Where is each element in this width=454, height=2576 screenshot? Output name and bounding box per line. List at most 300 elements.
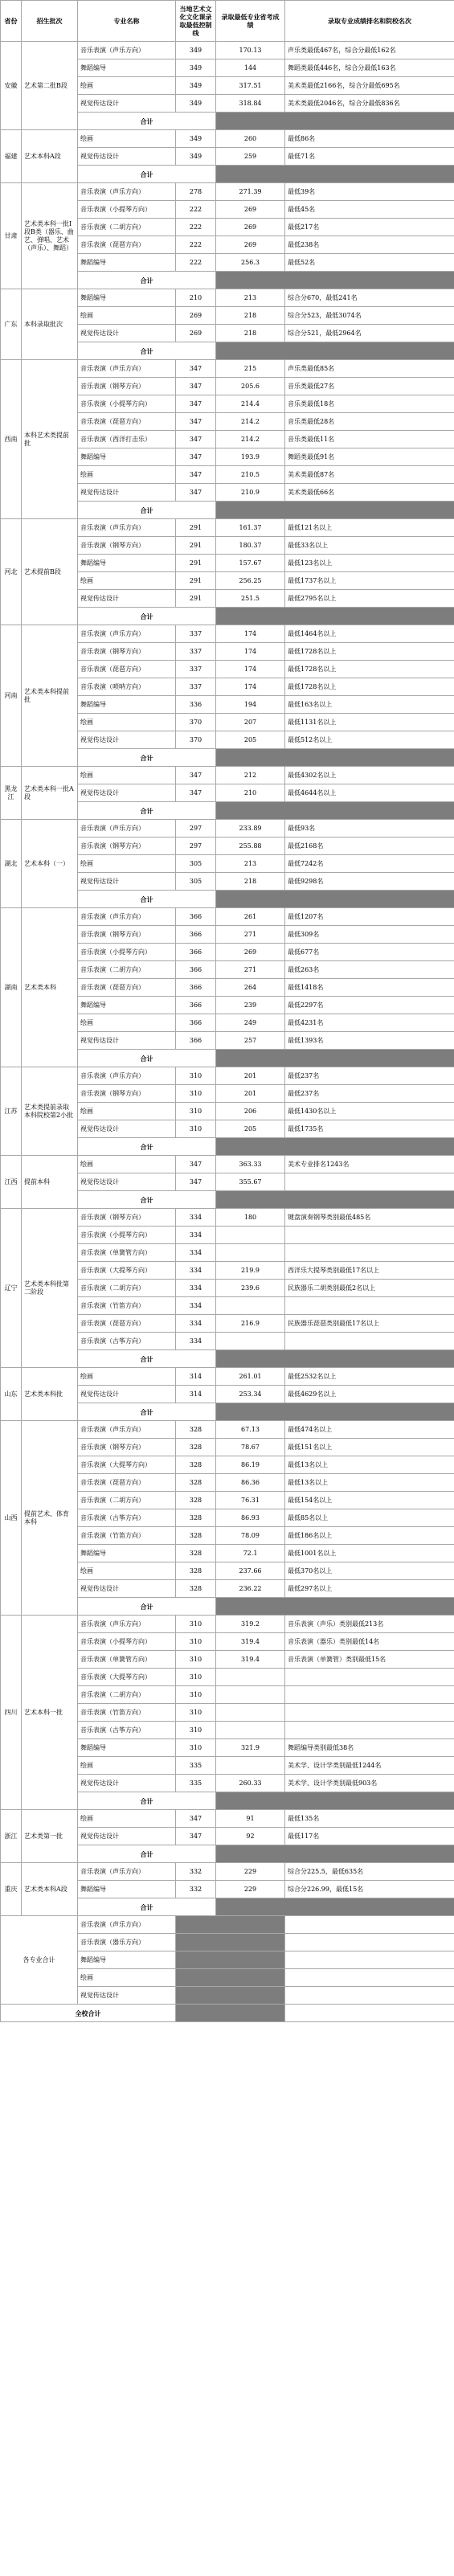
culture-line-cell: 366 [176, 979, 216, 997]
min-score-cell: 363.33 [216, 1156, 285, 1173]
batch-cell: 艺术类本科一批A段 [22, 767, 78, 820]
min-score-cell: 206 [216, 1103, 285, 1120]
summary-major-cell: 绘画 [78, 1969, 176, 1987]
note-cell: 最低370名以上 [285, 1562, 454, 1580]
note-cell [285, 1244, 454, 1262]
major-cell: 音乐表演（钢琴方向） [78, 1085, 176, 1103]
note-cell: 最低1001名以上 [285, 1545, 454, 1562]
culture-line-cell: 297 [176, 820, 216, 838]
major-cell: 音乐表演（古筝方向） [78, 1722, 176, 1739]
note-cell: 最低1728名以上 [285, 678, 454, 696]
min-score-cell [216, 1244, 285, 1262]
culture-line-cell: 328 [176, 1421, 216, 1439]
note-cell: 最低71名 [285, 148, 454, 166]
culture-line-cell: 334 [176, 1244, 216, 1262]
summary-label-cell: 各专业合计 [1, 1916, 78, 2005]
min-score-cell: 229 [216, 1881, 285, 1898]
min-score-cell [216, 1757, 285, 1775]
note-cell: 最低2532名以上 [285, 1368, 454, 1386]
table-row [1, 42, 454, 59]
min-score-cell [216, 1669, 285, 1686]
min-score-cell: 271 [216, 961, 285, 979]
culture-line-cell: 334 [176, 1280, 216, 1297]
major-cell: 音乐表演（小提琴方向） [78, 395, 176, 413]
note-cell: 舞蹈编导类别最低38名 [285, 1739, 454, 1757]
major-cell: 音乐表演（声乐方向） [78, 1067, 176, 1085]
note-cell: 综合分670，最低241名 [285, 289, 454, 307]
culture-line-cell: 366 [176, 926, 216, 944]
major-cell: 绘画 [78, 1562, 176, 1580]
summary-note-cell [285, 1987, 454, 2005]
culture-line-cell: 332 [176, 1863, 216, 1881]
note-cell: 最低186名以上 [285, 1527, 454, 1545]
min-score-cell: 76.31 [216, 1492, 285, 1509]
note-cell: 最低2168名 [285, 838, 454, 855]
note-cell: 最低237名 [285, 1085, 454, 1103]
header-major: 专业名称 [78, 1, 176, 42]
major-cell: 视觉传达设计 [78, 784, 176, 802]
major-cell: 绘画 [78, 130, 176, 148]
note-cell: 美术学、设计学类别最低903名 [285, 1775, 454, 1792]
batch-cell: 提前艺术、体育本科 [22, 1421, 78, 1616]
grand-total-note-cell [285, 2005, 454, 2022]
subtotal-label: 合计 [78, 1845, 216, 1863]
province-cell: 安徽 [1, 42, 22, 130]
min-score-cell: 239.6 [216, 1280, 285, 1297]
min-score-cell: 210.9 [216, 484, 285, 502]
note-cell: 民族器乐二胡类别最低2名以上 [285, 1280, 454, 1297]
note-cell: 音乐类最低11名 [285, 431, 454, 448]
min-score-cell: 215 [216, 360, 285, 378]
min-score-cell: 321.9 [216, 1739, 285, 1757]
major-cell: 视觉传达设计 [78, 1828, 176, 1845]
culture-line-cell: 337 [176, 643, 216, 661]
table-row [1, 1863, 454, 1881]
note-cell: 最低151名以上 [285, 1439, 454, 1456]
note-cell: 音乐类最低27名 [285, 378, 454, 395]
culture-line-cell: 334 [176, 1227, 216, 1244]
note-cell [285, 1722, 454, 1739]
summary-shaded-cell [176, 1987, 285, 2005]
major-cell: 舞蹈编导 [78, 1739, 176, 1757]
major-cell: 绘画 [78, 1810, 176, 1828]
major-cell: 音乐表演（声乐方向） [78, 1863, 176, 1881]
note-cell: 音乐表演（声乐）类别最低213名 [285, 1616, 454, 1633]
note-cell: 音乐表演（单簧管）类别最低15名 [285, 1651, 454, 1669]
province-cell: 江苏 [1, 1067, 22, 1156]
culture-line-cell: 222 [176, 219, 216, 236]
note-cell: 声乐类最低85名 [285, 360, 454, 378]
note-cell: 最低9298名 [285, 873, 454, 891]
subtotal-shaded-cell [216, 891, 454, 908]
header-batch: 招生批次 [22, 1, 78, 42]
min-score-cell: 214.2 [216, 413, 285, 431]
culture-line-cell: 349 [176, 77, 216, 95]
culture-line-cell: 291 [176, 590, 216, 608]
major-cell: 绘画 [78, 77, 176, 95]
note-cell: 美术类最低2046名，综合分最低836名 [285, 95, 454, 113]
note-cell: 最低163名以上 [285, 696, 454, 714]
note-cell: 最低33名以上 [285, 537, 454, 555]
subtotal-shaded-cell [216, 1138, 454, 1156]
culture-line-cell: 370 [176, 731, 216, 749]
major-cell: 音乐表演（竹笛方向） [78, 1297, 176, 1315]
major-cell: 舞蹈编导 [78, 289, 176, 307]
culture-line-cell: 291 [176, 555, 216, 572]
culture-line-cell: 334 [176, 1209, 216, 1227]
subtotal-label: 合计 [78, 1191, 216, 1209]
summary-shaded-cell [176, 1934, 285, 1951]
major-cell: 舞蹈编导 [78, 59, 176, 77]
table-row [1, 183, 454, 201]
note-cell: 美术类最低66名 [285, 484, 454, 502]
culture-line-cell: 336 [176, 696, 216, 714]
subtotal-shaded-cell [216, 1845, 454, 1863]
culture-line-cell: 349 [176, 42, 216, 59]
note-cell: 综合分521，最低2964名 [285, 325, 454, 342]
major-cell: 视觉传达设计 [78, 1775, 176, 1792]
min-score-cell: 216.9 [216, 1315, 285, 1333]
min-score-cell: 253.34 [216, 1386, 285, 1403]
min-score-cell: 205.6 [216, 378, 285, 395]
note-cell: 最低4644名以上 [285, 784, 454, 802]
major-cell: 绘画 [78, 1103, 176, 1120]
min-score-cell: 213 [216, 289, 285, 307]
batch-cell: 艺术第二批B段 [22, 42, 78, 130]
min-score-cell: 92 [216, 1828, 285, 1845]
culture-line-cell: 310 [176, 1651, 216, 1669]
batch-cell: 提前本科 [22, 1156, 78, 1209]
note-cell [285, 1686, 454, 1704]
min-score-cell: 259 [216, 148, 285, 166]
major-cell: 绘画 [78, 1757, 176, 1775]
min-score-cell: 201 [216, 1067, 285, 1085]
table-row [1, 908, 454, 926]
province-cell: 湖南 [1, 908, 22, 1067]
note-cell: 最低1728名以上 [285, 643, 454, 661]
major-cell: 音乐表演（琵琶方向） [78, 661, 176, 678]
note-cell: 最低4629名以上 [285, 1386, 454, 1403]
note-cell: 最低309名 [285, 926, 454, 944]
min-score-cell: 205 [216, 1120, 285, 1138]
min-score-cell: 271 [216, 926, 285, 944]
major-cell: 舞蹈编导 [78, 448, 176, 466]
major-cell: 音乐表演（声乐方向） [78, 908, 176, 926]
min-score-cell: 86.93 [216, 1509, 285, 1527]
culture-line-cell: 278 [176, 183, 216, 201]
subtotal-shaded-cell [216, 113, 454, 130]
min-score-cell: 260 [216, 130, 285, 148]
major-cell: 音乐表演（钢琴方向） [78, 926, 176, 944]
note-cell [285, 1173, 454, 1191]
note-cell: 舞蹈类最低446名，综合分最低163名 [285, 59, 454, 77]
note-cell: 最低2297名 [285, 997, 454, 1014]
major-cell: 音乐表演（声乐方向） [78, 519, 176, 537]
min-score-cell: 78.09 [216, 1527, 285, 1545]
culture-line-cell: 366 [176, 1032, 216, 1050]
batch-cell: 艺术类本科提前批 [22, 625, 78, 767]
major-cell: 音乐表演（声乐方向） [78, 1616, 176, 1633]
major-cell: 音乐表演（小提琴方向） [78, 1633, 176, 1651]
note-cell [285, 1333, 454, 1350]
major-cell: 音乐表演（琵琶方向） [78, 413, 176, 431]
culture-line-cell: 366 [176, 1014, 216, 1032]
table-row [1, 1616, 454, 1633]
major-cell: 绘画 [78, 855, 176, 873]
culture-line-cell: 222 [176, 201, 216, 219]
province-cell: 辽宁 [1, 1209, 22, 1368]
subtotal-shaded-cell [216, 272, 454, 289]
note-cell: 最低1430名以上 [285, 1103, 454, 1120]
province-cell: 福建 [1, 130, 22, 183]
province-cell: 浙江 [1, 1810, 22, 1863]
note-cell: 最低7242名 [285, 855, 454, 873]
major-cell: 音乐表演（竹笛方向） [78, 1704, 176, 1722]
min-score-cell: 201 [216, 1085, 285, 1103]
major-cell: 音乐表演（琵琶方向） [78, 236, 176, 254]
major-cell: 音乐表演（钢琴方向） [78, 838, 176, 855]
batch-cell: 艺术类本科批第二阶段 [22, 1209, 78, 1368]
province-cell: 湖北 [1, 820, 22, 908]
culture-line-cell: 297 [176, 838, 216, 855]
min-score-cell: 174 [216, 661, 285, 678]
subtotal-shaded-cell [216, 1050, 454, 1067]
culture-line-cell: 328 [176, 1545, 216, 1562]
major-cell: 绘画 [78, 307, 176, 325]
note-cell: 最低1735名 [285, 1120, 454, 1138]
min-score-cell: 174 [216, 625, 285, 643]
min-score-cell: 355.67 [216, 1173, 285, 1191]
min-score-cell [216, 1333, 285, 1350]
culture-line-cell: 347 [176, 448, 216, 466]
province-cell: 河北 [1, 519, 22, 625]
table-row [1, 1067, 454, 1085]
subtotal-shaded-cell [216, 502, 454, 519]
major-cell: 绘画 [78, 572, 176, 590]
subtotal-shaded-cell [216, 166, 454, 183]
culture-line-cell: 347 [176, 395, 216, 413]
min-score-cell: 256.25 [216, 572, 285, 590]
note-cell: 最低217名 [285, 219, 454, 236]
min-score-cell: 229 [216, 1863, 285, 1881]
culture-line-cell: 349 [176, 95, 216, 113]
min-score-cell: 161.37 [216, 519, 285, 537]
culture-line-cell: 291 [176, 572, 216, 590]
table-row [1, 1209, 454, 1227]
culture-line-cell: 328 [176, 1474, 216, 1492]
major-cell: 音乐表演（竹笛方向） [78, 1527, 176, 1545]
major-cell: 音乐表演（小提琴方向） [78, 944, 176, 961]
min-score-cell: 319.4 [216, 1633, 285, 1651]
summary-note-cell [285, 1969, 454, 1987]
summary-shaded-cell [176, 1969, 285, 1987]
min-score-cell: 218 [216, 873, 285, 891]
min-score-cell: 144 [216, 59, 285, 77]
min-score-cell: 67.13 [216, 1421, 285, 1439]
min-score-cell [216, 1704, 285, 1722]
table-row [1, 360, 454, 378]
note-cell: 最低512名以上 [285, 731, 454, 749]
min-score-cell: 269 [216, 236, 285, 254]
culture-line-cell: 305 [176, 855, 216, 873]
major-cell: 绘画 [78, 714, 176, 731]
major-cell: 舞蹈编导 [78, 555, 176, 572]
culture-line-cell: 347 [176, 784, 216, 802]
culture-line-cell: 337 [176, 678, 216, 696]
culture-line-cell: 310 [176, 1616, 216, 1633]
culture-line-cell: 366 [176, 908, 216, 926]
min-score-cell: 180 [216, 1209, 285, 1227]
summary-shaded-cell [176, 1916, 285, 1934]
note-cell: 最低4302名以上 [285, 767, 454, 784]
batch-cell: 艺术类本科A段 [22, 1863, 78, 1916]
min-score-cell: 269 [216, 944, 285, 961]
min-score-cell: 264 [216, 979, 285, 997]
culture-line-cell: 310 [176, 1067, 216, 1085]
summary-major-cell: 舞蹈编导 [78, 1951, 176, 1969]
note-cell: 美术类最低2166名，综合分最低695名 [285, 77, 454, 95]
min-score-cell [216, 1722, 285, 1739]
min-score-cell: 214.4 [216, 395, 285, 413]
major-cell: 视觉传达设计 [78, 1173, 176, 1191]
batch-cell: 艺术本科（一） [22, 820, 78, 908]
major-cell: 音乐表演（小提琴方向） [78, 1227, 176, 1244]
note-cell: 最低4231名 [285, 1014, 454, 1032]
major-cell: 舞蹈编导 [78, 254, 176, 272]
major-cell: 音乐表演（钢琴方向） [78, 1209, 176, 1227]
major-cell: 音乐表演（声乐方向） [78, 360, 176, 378]
note-cell: 最低1393名 [285, 1032, 454, 1050]
note-cell: 音乐表演（器乐）类别最低14名 [285, 1633, 454, 1651]
note-cell: 最低1207名 [285, 908, 454, 926]
note-cell: 最低1418名 [285, 979, 454, 997]
culture-line-cell: 337 [176, 661, 216, 678]
note-cell: 最低117名 [285, 1828, 454, 1845]
note-cell: 民族器乐琵琶类别最低17名以上 [285, 1315, 454, 1333]
subtotal-label: 合计 [78, 749, 216, 767]
culture-line-cell: 349 [176, 130, 216, 148]
grand-total-row [1, 2005, 454, 2022]
summary-major-cell: 视觉传达设计 [78, 1987, 176, 2005]
min-score-cell: 219.9 [216, 1262, 285, 1280]
note-cell: 最低86名 [285, 130, 454, 148]
subtotal-label: 合计 [78, 608, 216, 625]
major-cell: 音乐表演（单簧管方向） [78, 1244, 176, 1262]
min-score-cell: 233.89 [216, 820, 285, 838]
major-cell: 音乐表演（声乐方向） [78, 183, 176, 201]
major-cell: 音乐表演（钢琴方向） [78, 643, 176, 661]
summary-row [1, 1916, 454, 1934]
major-cell: 视觉传达设计 [78, 873, 176, 891]
culture-line-cell: 347 [176, 431, 216, 448]
summary-shaded-cell [176, 1951, 285, 1969]
major-cell: 音乐表演（二胡方向） [78, 1280, 176, 1297]
province-cell: 河南 [1, 625, 22, 767]
culture-line-cell: 347 [176, 1173, 216, 1191]
major-cell: 视觉传达设计 [78, 148, 176, 166]
subtotal-label: 合计 [78, 342, 216, 360]
culture-line-cell: 337 [176, 625, 216, 643]
major-cell: 舞蹈编导 [78, 997, 176, 1014]
min-score-cell: 239 [216, 997, 285, 1014]
culture-line-cell: 310 [176, 1103, 216, 1120]
subtotal-label: 合计 [78, 113, 216, 130]
min-score-cell: 261 [216, 908, 285, 926]
culture-line-cell: 222 [176, 236, 216, 254]
major-cell: 音乐表演（古筝方向） [78, 1509, 176, 1527]
min-score-cell: 193.9 [216, 448, 285, 466]
province-cell: 山东 [1, 1368, 22, 1421]
table-row [1, 519, 454, 537]
note-cell: 最低154名以上 [285, 1492, 454, 1509]
subtotal-label: 合计 [78, 166, 216, 183]
batch-cell: 艺术类本科批 [22, 1368, 78, 1421]
note-cell: 最低135名 [285, 1810, 454, 1828]
major-cell: 音乐表演（西洋打击乐） [78, 431, 176, 448]
culture-line-cell: 310 [176, 1085, 216, 1103]
table-row [1, 1368, 454, 1386]
subtotal-label: 合计 [78, 1138, 216, 1156]
min-score-cell: 174 [216, 678, 285, 696]
min-score-cell: 257 [216, 1032, 285, 1050]
culture-line-cell: 349 [176, 59, 216, 77]
province-cell: 黑龙江 [1, 767, 22, 820]
culture-line-cell: 310 [176, 1120, 216, 1138]
table-header-row [1, 1, 454, 42]
major-cell: 视觉传达设计 [78, 484, 176, 502]
summary-note-cell [285, 1934, 454, 1951]
culture-line-cell: 328 [176, 1527, 216, 1545]
min-score-cell: 86.19 [216, 1456, 285, 1474]
min-score-cell [216, 1297, 285, 1315]
province-cell: 四川 [1, 1616, 22, 1810]
min-score-cell: 261.01 [216, 1368, 285, 1386]
culture-line-cell: 347 [176, 1810, 216, 1828]
culture-line-cell: 334 [176, 1262, 216, 1280]
min-score-cell: 236.22 [216, 1580, 285, 1598]
major-cell: 音乐表演（钢琴方向） [78, 1439, 176, 1456]
subtotal-label: 合计 [78, 802, 216, 820]
table-body [1, 42, 454, 2022]
culture-line-cell: 366 [176, 961, 216, 979]
culture-line-cell: 347 [176, 1828, 216, 1845]
subtotal-label: 合计 [78, 1598, 216, 1616]
culture-line-cell: 269 [176, 307, 216, 325]
min-score-cell: 317.51 [216, 77, 285, 95]
note-cell: 键盘演奏钢琴类别最低485名 [285, 1209, 454, 1227]
table-row [1, 1421, 454, 1439]
note-cell: 最低52名 [285, 254, 454, 272]
batch-cell: 本科录取批次 [22, 289, 78, 360]
major-cell: 音乐表演（二胡方向） [78, 1492, 176, 1509]
province-cell: 重庆 [1, 1863, 22, 1916]
header-province: 省份 [1, 1, 22, 42]
min-score-cell: 214.2 [216, 431, 285, 448]
min-score-cell [216, 1686, 285, 1704]
subtotal-label: 合计 [78, 1350, 216, 1368]
batch-cell: 艺术本科A段 [22, 130, 78, 183]
min-score-cell: 170.13 [216, 42, 285, 59]
batch-cell: 艺术类本科一批I段B类（器乐、曲艺、弹唱、艺术（声乐）、舞蹈） [22, 183, 78, 289]
note-cell: 最低121名以上 [285, 519, 454, 537]
culture-line-cell: 328 [176, 1492, 216, 1509]
major-cell: 绘画 [78, 466, 176, 484]
culture-line-cell: 335 [176, 1775, 216, 1792]
major-cell: 音乐表演（琵琶方向） [78, 1474, 176, 1492]
batch-cell: 艺术类本科 [22, 908, 78, 1067]
culture-line-cell: 347 [176, 466, 216, 484]
note-cell: 综合分225.5，最低635名 [285, 1863, 454, 1881]
